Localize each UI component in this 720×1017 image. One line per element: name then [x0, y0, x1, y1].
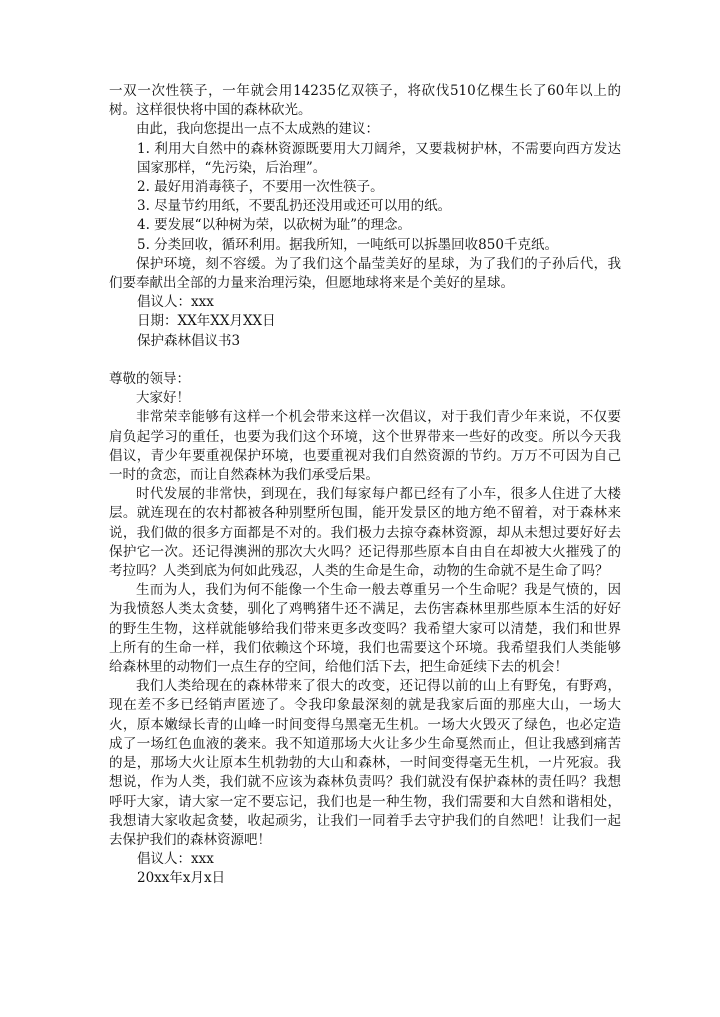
proposer-signature: 倡议人：xxx	[137, 294, 214, 311]
document-page	[109, 82, 621, 889]
salutation: 尊敬的领导：	[109, 371, 190, 388]
suggestion-intro: 由此，我向您提出一点不太成熟的建议：	[136, 121, 379, 138]
suggestion-item-5: 5. 分类回收，循环利用。据我所知，一吨纸可以拆墨回收850千克纸。	[137, 236, 558, 253]
next-proposal-title: 保护森林倡议书3	[137, 332, 241, 349]
suggestion-item-4: 4. 要发展“以种树为荣，以砍树为耻”的理念。	[137, 217, 411, 234]
body-paragraph-3: 生而为人，我们为何不能像一个生命一般去尊重另一个生命呢？我是气愤的，因为我愤怒人类太贪婪，驯化了鸡鸭猪牛还不满足，去伤害森林里那些原本生活的好好的野生生物，这样就能够给我们带来更多改变吗？我希望大家可以清楚，我们和世界上所有的生命一样，我们依赖这个环境，我们也需要这个环境。我希望我们人类能够给森林里的动物们一点生存的空间，给他们活下去，把生命延续下去的机会！	[109, 582, 621, 676]
suggestion-item-1: 1. 利用大自然中的森林资源既要用大刀阔斧，又要栽树护林，不需要向西方发达国家那样，“先污染，后治理”。	[137, 140, 621, 176]
greeting: 大家好！	[136, 390, 190, 407]
body-paragraph-4: 我们人类给现在的森林带来了很大的改变，还记得以前的山上有野兔，有野鸡，现在差不多已经销声匿迹了。令我印象最深刻的就是我家后面的那座大山，一场大火，原本嫩绿长青的山峰一时间变得乌黑毫无生机。一场大火毁灭了绿色，也必定造成了一场红色血液的袭来。我不知道那场大火让多少生命戛然而止，但让我感到痛苦的是，那场大火让原本生机勃勃的大山和森林，一时间变得毫无生机，一片死寂。我想说，作为人类，我们就不应该为森林负责吗？我们就没有保护森林的责任吗？我想呼吁大家，请大家一定不要忘记，我们也是一种生物，我们需要和大自然和谐相处，我想请大家收起贪婪，收起顽劣，让我们一同着手去守护我们的自然吧！让我们一起去保护我们的森林资源吧！	[109, 678, 621, 848]
blank-line	[109, 351, 621, 370]
suggestion-item-3: 3. 尽量节约用纸，不要乱扔还没用或还可以用的纸。	[137, 198, 452, 215]
proposer-signature-2: 倡议人：xxx	[137, 851, 214, 868]
suggestion-item-2: 2. 最好用消毒筷子，不要用一次性筷子。	[137, 179, 384, 196]
body-paragraph-2: 时代发展的非常快，到现在，我们每家每户都已经有了小车，很多人住进了大楼层。就连现在的农村都被各种别墅所包围，能开发景区的地方绝不留着，对于森林来说，我们做的很多方面都是不对的。我们极力去掠夺森林资源，却从未想过要好好去保护它一次。还记得澳洲的那次大火吗？还记得那些原本自由自在却被大火摧残了的考拉吗？人类到底为何如此残忍，人类的生命是生命，动物的生命就不是生命了吗？	[109, 486, 621, 580]
proposal-date: 日期：XX年XX月XX日	[137, 313, 276, 330]
continued-paragraph: 一双一次性筷子，一年就会用14235亿双筷子，将砍伐510亿棵生长了60年以上的树。这样很快将中国的森林砍光。	[109, 83, 621, 119]
proposal-date-2: 20xx年x月x日	[137, 870, 226, 887]
closing-paragraph: 保护环境，刻不容缓。为了我们这个晶莹美好的星球，为了我们的子孙后代，我们要奉献出全部的力量来治理污染，但愿地球将来是个美好的星球。	[109, 255, 621, 292]
body-paragraph-1: 非常荣幸能够有这样一个机会带来这样一次倡议，对于我们青少年来说，不仅要肩负起学习的重任，也要为我们这个环境，这个世界带来一些好的改变。所以今天我倡议，青少年要重视保护环境，也要重视对我们自然资源的节约。万万不可因为自己一时的贪恋，而让自然森林为我们承受后果。	[109, 409, 621, 484]
